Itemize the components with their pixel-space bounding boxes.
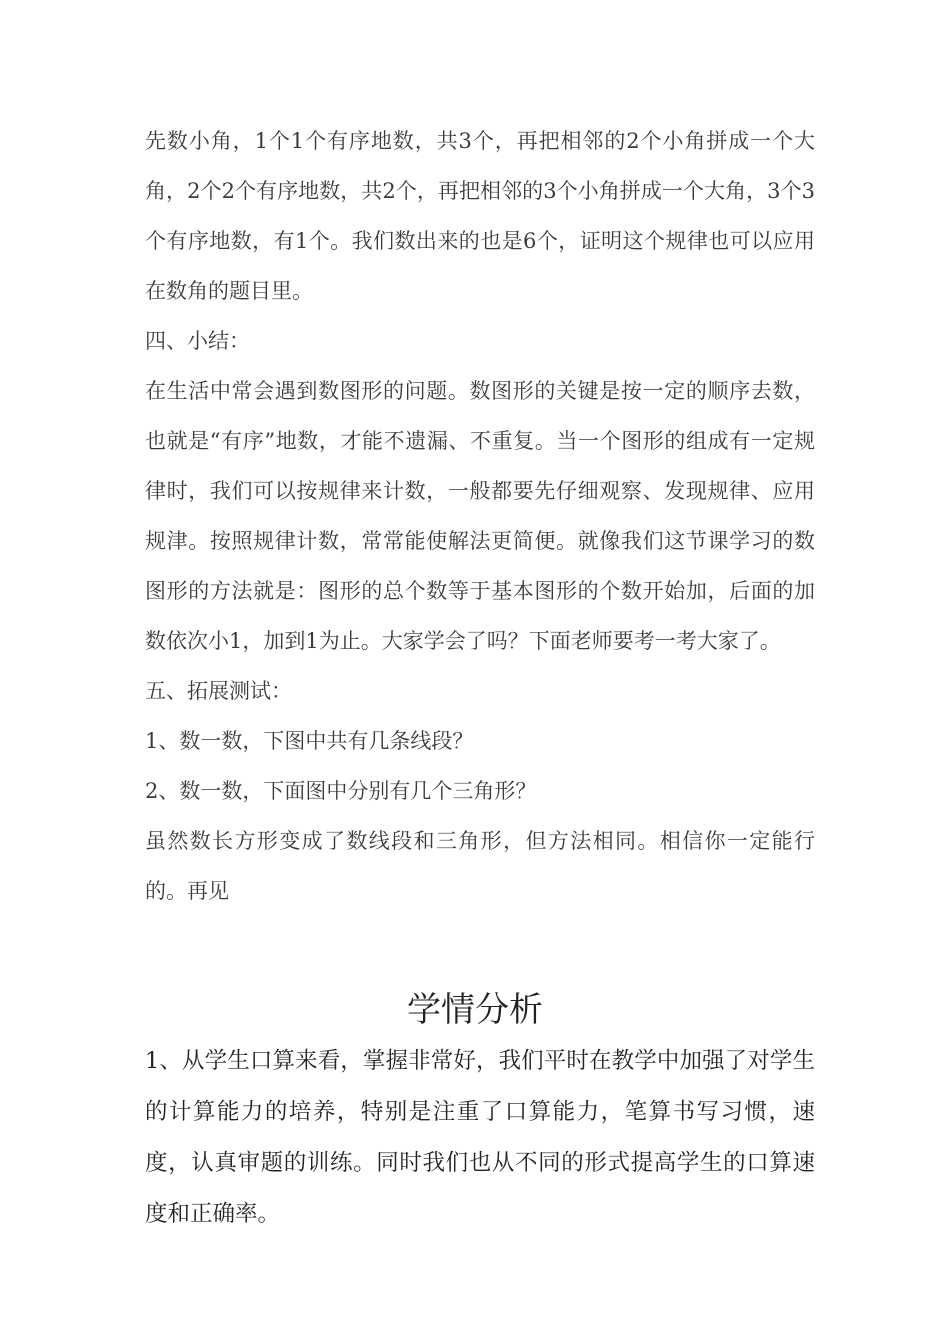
extension-question-2: 2、数一数，下面图中分别有几个三角形？ <box>145 779 537 803</box>
summary-paragraph: 在生活中常会遇到数图形的问题。数图形的关键是按一定的顺序去数，也就是“有序”地数，才能不遗漏、不重复。当一个图形的组成有一定规律时，我们可以按规律来计数，一般都要先仔细观察、发现规律、应用规津。按照规律计数，常常能使解法更简便。就像我们这节课学习的数图形的方法就是：图形的总个数等于基本图形的个数开始加，后面的加数依次小1，加到1为止。大家学会了吗？下面老师要考一考大家了。 <box>145 379 815 653</box>
analysis-body <box>145 1036 815 1240</box>
closing-paragraph: 虽然数长方形变成了数线段和三角形，但方法相同。相信你一定能行的。再见 <box>145 829 815 903</box>
extension-heading: 五、拓展测试： <box>145 679 292 703</box>
analysis-title: 学情分析 <box>407 990 543 1030</box>
extension-question-1: 1、数一数，下图中共有几条线段？ <box>145 729 474 753</box>
analysis-paragraph: 1、从学生口算来看，掌握非常好，我们平时在教学中加强了对学生的计算能力的培养，特别是注重了口算能力，笔算书写习惯，速度，认真审题的训练。同时我们也从不同的形式提高学生的口算速度和正确率。 <box>145 1048 815 1227</box>
summary-heading: 四、小结： <box>145 329 250 353</box>
counting-angles-paragraph: 先数小角，1个1个有序地数，共3个，再把相邻的2个小角拼成一个大角，2个2个有序地数，共2个，再把相邻的3个小角拼成一个大角，3个3个有序地数，有1个。我们数出来的也是6个，证明这个规律也可以应用在数角的题目里。 <box>145 129 815 303</box>
lesson-body <box>145 116 815 916</box>
